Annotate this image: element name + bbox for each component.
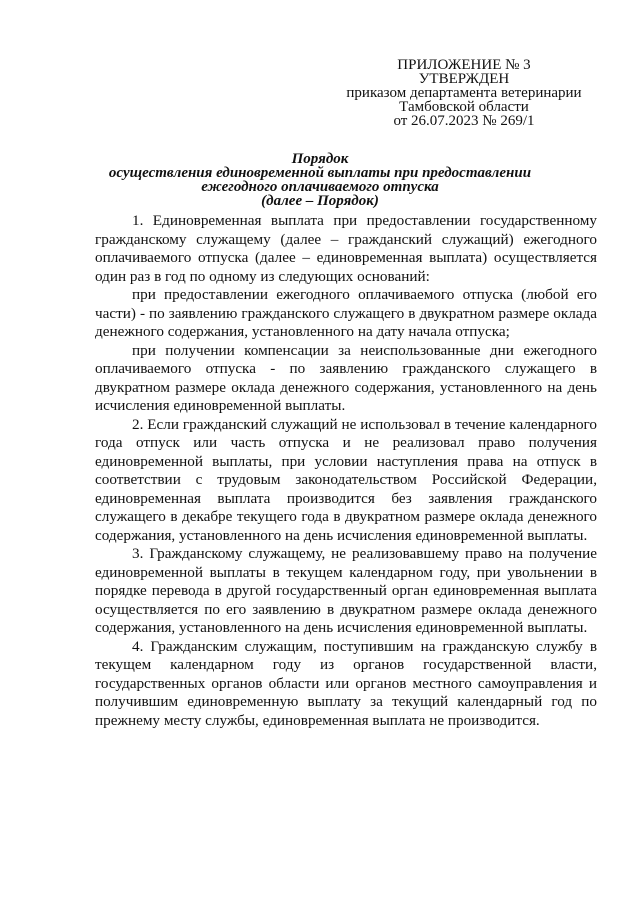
paragraph: при предоставлении ежегодного оплачиваемого отпуска (любой его части) - по заявлению гражданского служащего в двукратном размере оклада денежного содержания, установленного на дату начала отпуска; — [95, 286, 597, 340]
document-body — [95, 212, 597, 730]
title-line: осуществления единовременной выплаты при предоставлении — [108, 165, 532, 181]
paragraph: при получении компенсации за неиспользованные дни ежегодного оплачиваемого отпуска - по заявлению гражданского служащего в двукратном размере оклада денежного содержания, установленного на день исчисления единовременной выплаты. — [95, 341, 597, 414]
document-title — [90, 152, 550, 208]
paragraph: 2. Если гражданский служащий не использовал в течение календарного года отпуск или часть отпуска и не реализовал право получения единовременной выплаты, при условии наступления права на отпуск в соответствии с трудовым законодательством Российской Федерации, единовременная выплата производится без заявления гражданского служащего в декабре текущего года в двукратном размере оклада денежного содержания, установленного на день исчисления единовременной выплаты. — [95, 415, 597, 544]
approval-block — [330, 58, 598, 128]
title-line: (далее – Порядок) — [261, 193, 379, 209]
title-line: Порядок — [291, 151, 349, 167]
order-date-number: от 26.07.2023 № 269/1 — [393, 113, 535, 129]
approved-label: УТВЕРЖДЕН — [418, 71, 510, 87]
paragraph: 3. Гражданскому служащему, не реализовавшему право на получение единовременной выплаты в текущем календарном году, при увольнении в порядке перевода в другой государственный орган единовременная выплата осуществляется по его заявлению в двукратном размере оклада денежного содержания, установленного на день исчисления единовременной выплаты. — [95, 545, 597, 636]
appendix-number: ПРИЛОЖЕНИЕ № 3 — [397, 57, 531, 73]
paragraph: 4. Гражданским служащим, поступившим на гражданскую службу в текущем календарном году из органов государственной власти, государственных органов области или органов местного самоуправления и получившим единовременную выплату за текущий календарный год по прежнему месту службы, единовременная выплата не производится. — [95, 637, 597, 729]
paragraph: 1. Единовременная выплата при предоставлении государственному гражданскому служащему (далее – гражданский служащий) ежегодного оплачиваемого отпуска (далее – единовременная выплата) осуществляется один раз в год по одному из следующих оснований: — [95, 212, 597, 285]
title-line: ежегодного оплачиваемого отпуска — [201, 179, 439, 195]
approving-order: приказом департамента ветеринарии — [346, 85, 582, 101]
approving-region: Тамбовской области — [399, 99, 529, 115]
